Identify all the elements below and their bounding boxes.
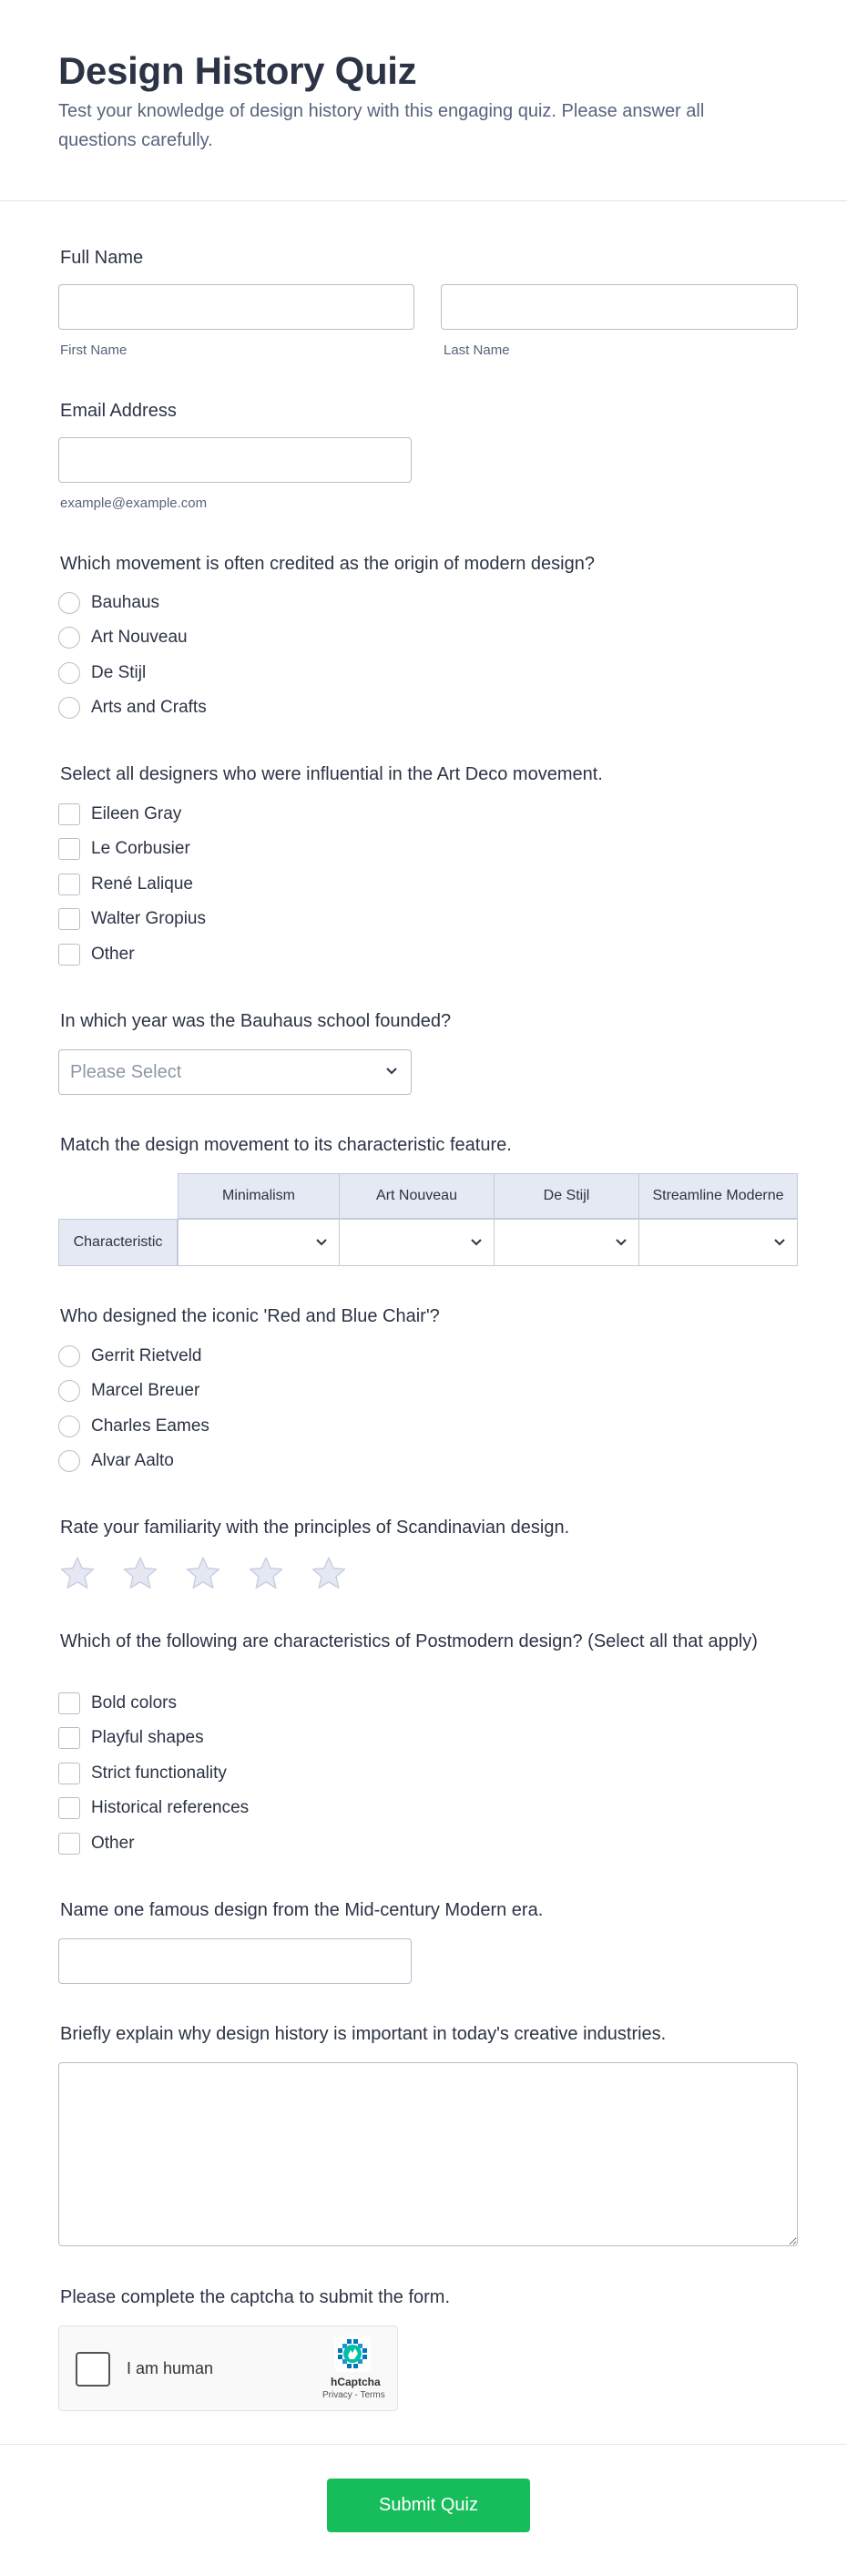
checkbox[interactable] <box>58 838 80 860</box>
option-label: Bauhaus <box>91 593 160 612</box>
origin-option-de-stijl[interactable] <box>58 661 146 685</box>
email-sublabel: example@example.com <box>60 496 208 511</box>
option-label: Arts and Crafts <box>91 698 207 717</box>
star-icon[interactable] <box>184 1555 222 1593</box>
chevron-down-icon <box>615 1238 628 1247</box>
year-dropdown-placeholder: Please Select <box>70 1062 182 1082</box>
checkbox[interactable] <box>58 1692 80 1714</box>
form-description: Test your knowledge of design history with this engaging quiz. Please answer all questions carefully. <box>58 101 705 150</box>
artdeco-option-other[interactable] <box>58 943 135 966</box>
star-icon[interactable] <box>310 1555 348 1593</box>
chevron-down-icon <box>470 1238 483 1247</box>
chair-option-alvar-aalto[interactable] <box>58 1449 174 1473</box>
option-label: Charles Eames <box>91 1416 209 1436</box>
radio-button[interactable] <box>58 627 80 649</box>
artdeco-option-le-corbusier[interactable] <box>58 837 190 861</box>
matrix-question-label: Match the design movement to its characteristic feature. <box>60 1135 512 1155</box>
captcha-brand: hCaptcha <box>331 2376 381 2388</box>
radio-button[interactable] <box>58 662 80 684</box>
option-label: Le Corbusier <box>91 839 190 858</box>
artdeco-option-rene-lalique[interactable] <box>58 873 193 896</box>
option-label: Art Nouveau <box>91 628 188 647</box>
postmodern-option-historical-references[interactable] <box>58 1796 249 1820</box>
chevron-down-icon <box>385 1067 398 1076</box>
option-label: Bold colors <box>91 1693 177 1712</box>
star-icon[interactable] <box>121 1555 159 1593</box>
option-label: Eileen Gray <box>91 804 182 823</box>
hcaptcha-logo-icon <box>334 2336 371 2372</box>
option-label: Historical references <box>91 1798 250 1817</box>
option-label: Playful shapes <box>91 1728 204 1747</box>
checkbox[interactable] <box>58 1797 80 1819</box>
last-name-input[interactable] <box>441 284 798 330</box>
matrix-dropdown-art-nouveau[interactable] <box>339 1219 495 1266</box>
artdeco-question-label: Select all designers who were influential in the Art Deco movement. <box>60 764 603 784</box>
option-label: Marcel Breuer <box>91 1381 200 1400</box>
submit-button[interactable]: Submit Quiz <box>327 2479 530 2532</box>
checkbox[interactable] <box>58 874 80 895</box>
checkbox[interactable] <box>58 1763 80 1784</box>
matrix-column-minimalism: Minimalism <box>178 1173 340 1219</box>
importance-textarea[interactable] <box>58 2062 798 2246</box>
year-question-label: In which year was the Bauhaus school founded? <box>60 1011 452 1031</box>
postmodern-option-other[interactable] <box>58 1832 135 1855</box>
radio-button[interactable] <box>58 1380 80 1402</box>
chair-option-gerrit-rietveld[interactable] <box>58 1344 201 1368</box>
radio-button[interactable] <box>58 1345 80 1367</box>
option-label: Gerrit Rietveld <box>91 1346 202 1365</box>
star-rating <box>58 1555 372 1593</box>
star-icon[interactable] <box>247 1555 285 1593</box>
postmodern-option-playful-shapes[interactable] <box>58 1726 204 1750</box>
chair-question-label: Who designed the iconic 'Red and Blue Chair'? <box>60 1306 440 1326</box>
matrix-column-de-stijl: De Stijl <box>494 1173 639 1219</box>
postmodern-question-label: Which of the following are characteristics of Postmodern design? (Select all that apply) <box>60 1631 758 1651</box>
chair-option-marcel-breuer[interactable] <box>58 1379 199 1403</box>
email-label: Email Address <box>60 401 177 421</box>
captcha-checkbox-text: I am human <box>127 2359 214 2377</box>
form-title: Design History Quiz <box>58 49 417 92</box>
importance-question-label: Briefly explain why design history is important in today's creative industries. <box>60 2024 667 2044</box>
origin-option-bauhaus[interactable] <box>58 591 159 615</box>
matrix-row-label: Characteristic <box>58 1219 178 1266</box>
artdeco-option-walter-gropius[interactable] <box>58 907 206 931</box>
first-name-input[interactable] <box>58 284 414 330</box>
matrix-column-streamline-moderne: Streamline Moderne <box>638 1173 798 1219</box>
postmodern-option-bold-colors[interactable] <box>58 1692 177 1715</box>
radio-button[interactable] <box>58 697 80 719</box>
chair-option-charles-eames[interactable] <box>58 1415 209 1438</box>
first-name-sublabel: First Name <box>60 342 128 358</box>
form-footer <box>0 2444 847 2576</box>
origin-option-arts-and-crafts[interactable] <box>58 696 207 720</box>
checkbox[interactable] <box>58 944 80 966</box>
matrix-table <box>58 1173 798 1266</box>
origin-question-label: Which movement is often credited as the origin of modern design? <box>60 554 595 574</box>
star-icon[interactable] <box>58 1555 97 1593</box>
option-label: Strict functionality <box>91 1763 227 1783</box>
captcha-label: Please complete the captcha to submit the form. <box>60 2287 450 2307</box>
captcha-links[interactable]: Privacy - Terms <box>322 2390 385 2400</box>
postmodern-option-strict-functionality[interactable] <box>58 1762 227 1785</box>
checkbox[interactable] <box>58 1833 80 1855</box>
option-label: Alvar Aalto <box>91 1451 174 1470</box>
checkbox[interactable] <box>58 908 80 930</box>
chevron-down-icon <box>773 1238 786 1247</box>
option-label: De Stijl <box>91 663 147 682</box>
matrix-dropdown-de-stijl[interactable] <box>494 1219 639 1266</box>
form-header <box>0 0 847 201</box>
midcentury-input[interactable] <box>58 1938 412 1984</box>
captcha-checkbox[interactable] <box>76 2352 110 2387</box>
matrix-column-art-nouveau: Art Nouveau <box>339 1173 495 1219</box>
radio-button[interactable] <box>58 1450 80 1472</box>
option-label: René Lalique <box>91 874 193 894</box>
chevron-down-icon <box>315 1238 328 1247</box>
rating-question-label: Rate your familiarity with the principles of Scandinavian design. <box>60 1518 570 1538</box>
radio-button[interactable] <box>58 1416 80 1437</box>
option-label: Other <box>91 945 135 964</box>
origin-option-art-nouveau[interactable] <box>58 626 188 649</box>
option-label: Other <box>91 1834 135 1853</box>
midcentury-question-label: Name one famous design from the Mid-century Modern era. <box>60 1900 544 1920</box>
radio-button[interactable] <box>58 592 80 614</box>
matrix-dropdown-streamline-moderne[interactable] <box>638 1219 798 1266</box>
checkbox[interactable] <box>58 803 80 825</box>
full-name-label: Full Name <box>60 248 144 268</box>
last-name-sublabel: Last Name <box>444 342 510 358</box>
captcha-widget <box>58 2326 398 2411</box>
matrix-dropdown-minimalism[interactable] <box>178 1219 340 1266</box>
checkbox[interactable] <box>58 1727 80 1749</box>
email-input[interactable] <box>58 437 412 483</box>
option-label: Walter Gropius <box>91 909 206 928</box>
year-dropdown[interactable] <box>58 1049 412 1095</box>
artdeco-option-eileen-gray[interactable] <box>58 802 181 826</box>
